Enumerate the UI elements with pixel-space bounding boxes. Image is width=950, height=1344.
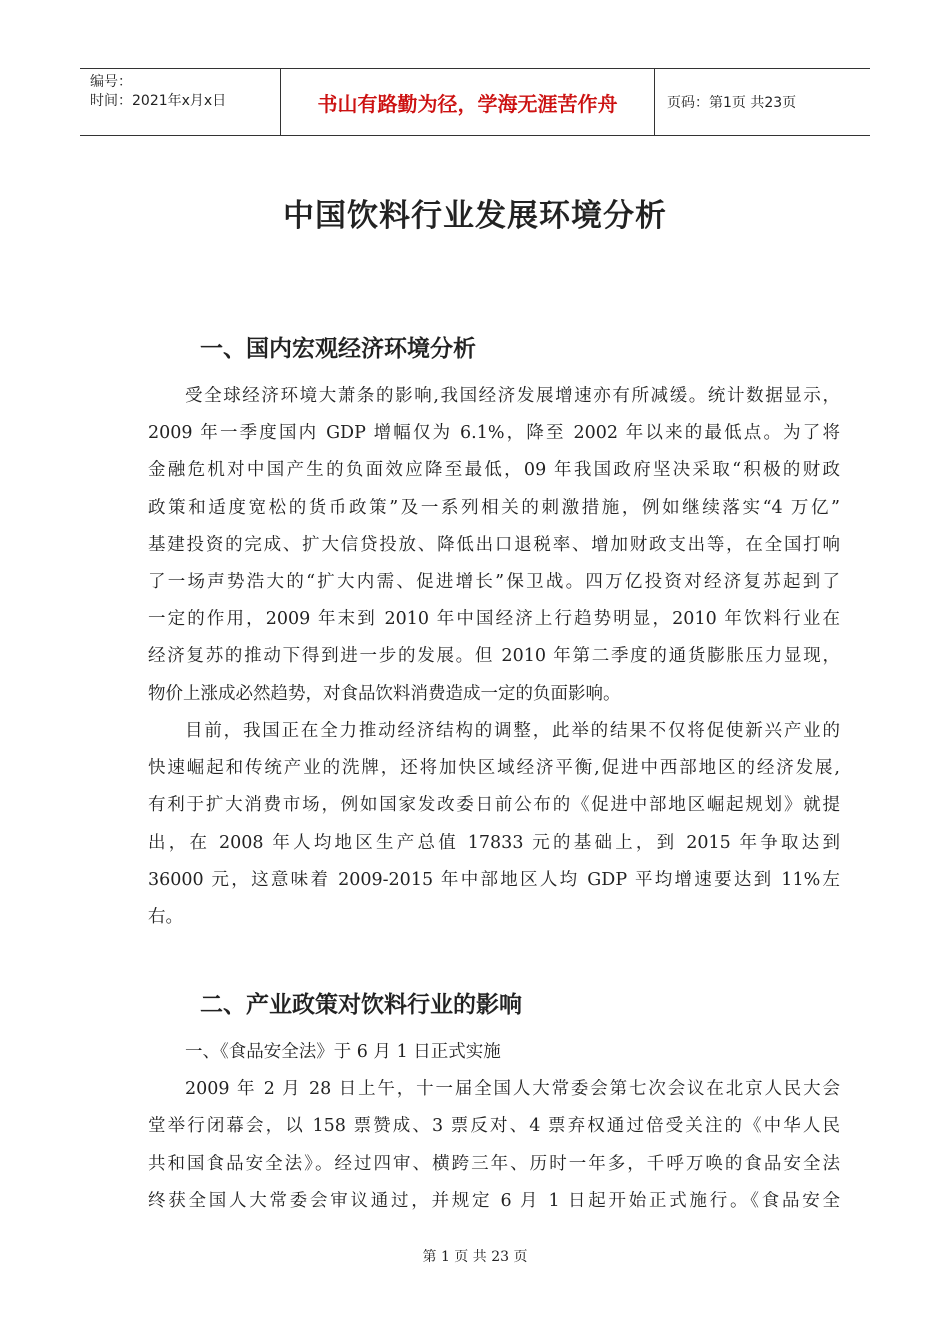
paragraph-line: 了一场声势浩大的“扩大内需、促进增长”保卫战。四万亿投资对经济复苏起到了 [148, 571, 840, 592]
header-motto: 书山有路勤为径，学海无涯苦作舟 [317, 91, 618, 116]
section-2-subheading: 一、《食品安全法》于 6 月 1 日正式实施 [185, 1042, 501, 1062]
header-page-info: 页码：第1页 共23页 [667, 95, 797, 111]
header-time-label: 时间：2021年x月x日 [90, 93, 227, 109]
paragraph-line: 终获全国人大常委会审议通过，并规定 6 月 1 日起开始正式施行。《食品安全 [148, 1190, 840, 1211]
paragraph-line: 2009 年 2 月 28 日上午，十一届全国人大常委会第七次会议在北京人民大会 [185, 1079, 840, 1100]
paragraph-line: 目前，我国正在全力推动经济结构的调整，此举的结果不仅将促使新兴产业的 [185, 721, 840, 741]
paragraph-line: 出，在 2008 年人均地区生产总值 17833 元的基础上，到 2015 年争取达到 [148, 832, 840, 853]
paragraph-line: 有利于扩大消费市场，例如国家发改委日前公布的《促进中部地区崛起规划》就提 [148, 795, 840, 816]
paragraph-line: 受全球经济环境大萧条的影响,我国经济发展增速亦有所减缓。统计数据显示， [185, 386, 840, 406]
paragraph-line: 政策和适度宽松的货币政策”及一系列相关的刺激措施，例如继续落实“4 万亿” [148, 497, 840, 518]
section-2-heading: 二、产业政策对饮料行业的影响 [200, 992, 522, 1018]
section-1-heading: 一、国内宏观经济环境分析 [200, 336, 476, 362]
paragraph-line: 右。 [148, 906, 183, 927]
paragraph-line: 一定的作用，2009 年末到 2010 年中国经济上行趋势明显，2010 年饮料行业在 [148, 609, 840, 630]
paragraph-line: 36000 元，这意味着 2009-2015 年中部地区人均 GDP 平均增速要达到 11%左 [148, 869, 840, 890]
header-meta-cell [80, 69, 281, 135]
section-2-body [148, 1034, 840, 1220]
paragraph-line: 经济复苏的推动下得到进一步的发展。但 2010 年第二季度的通货膨胀压力显现， [148, 646, 840, 667]
paragraph-line: 基建投资的完成、扩大信贷投放、降低出口退税率、增加财政支出等，在全国打响 [148, 534, 840, 555]
header-page-cell [655, 69, 870, 135]
paragraph-line: 快速崛起和传统产业的洗牌，还将加快区域经济平衡,促进中西部地区的经济发展, [148, 758, 840, 779]
paragraph-line: 2009 年一季度国内 GDP 增幅仅为 6.1%，降至 2002 年以来的最低点。为了将 [148, 423, 840, 444]
page-footer: 第 1 页 共 23 页 [422, 1249, 528, 1265]
header-number-label: 编号： [90, 74, 132, 90]
paragraph-line: 堂举行闭幕会，以 158 票赞成、3 票反对、4 票弃权通过倍受关注的《中华人民 [148, 1116, 840, 1137]
paragraph-line: 金融危机对中国产生的负面效应降至最低，09 年我国政府坚决采取“积极的财政 [148, 460, 840, 481]
document-title: 中国饮料行业发展环境分析 [283, 198, 667, 234]
document-header [80, 68, 870, 136]
paragraph-line: 共和国食品安全法》。经过四审、横跨三年、历时一年多，千呼万唤的食品安全法 [148, 1153, 840, 1174]
section-1-paragraph-2 [148, 713, 840, 936]
header-motto-cell [281, 69, 655, 135]
section-1-paragraph-1 [148, 378, 840, 713]
paragraph-line: 物价上涨成必然趋势，对食品饮料消费造成一定的负面影响。 [148, 683, 621, 704]
